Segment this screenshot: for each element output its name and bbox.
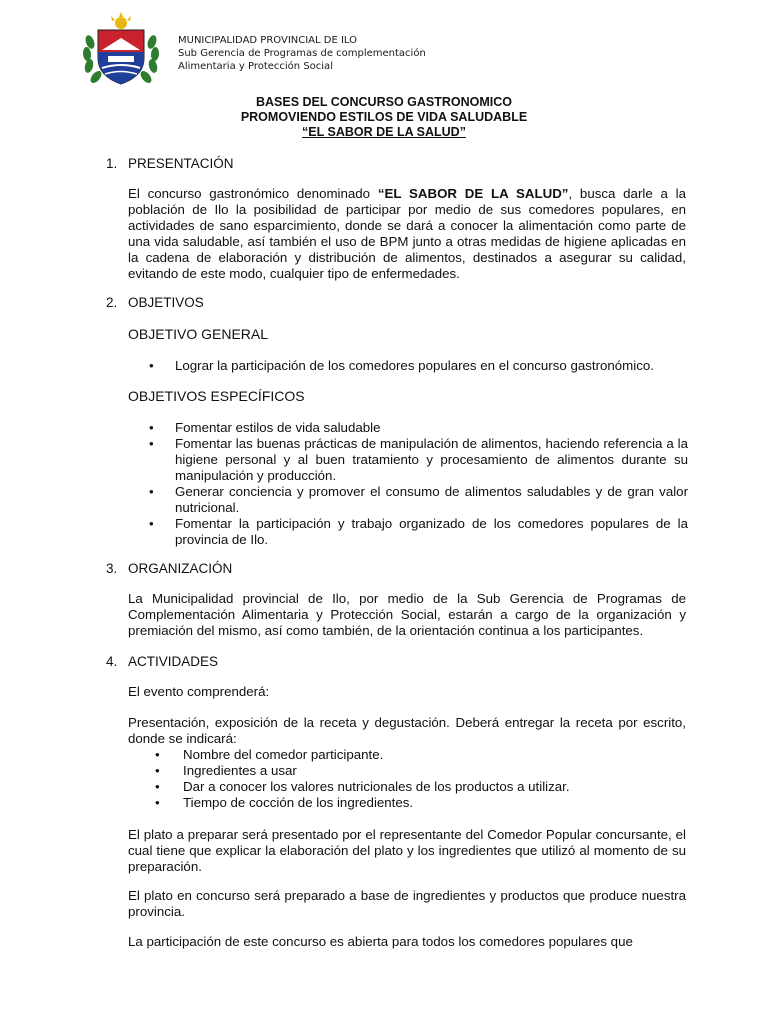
- section-title: PRESENTACIÓN: [128, 156, 234, 171]
- section-heading-objetivos: [106, 295, 204, 311]
- letterhead: [178, 34, 426, 73]
- list-item: • Fomentar la participación y trabajo organizado de los comedores populares de la provincia de Ilo.: [128, 516, 688, 548]
- list-item: • Nombre del comedor participante.: [128, 747, 688, 763]
- section-heading-presentacion: [106, 156, 234, 172]
- list-item: • Fomentar las buenas prácticas de manipulación de alimentos, haciendo referencia a la higiene personal y al buen tratamiento y procesamiento de alimentos durante su manipulación y producción.: [128, 436, 688, 484]
- organizacion-paragraph: La Municipalidad provincial de Ilo, por medio de la Sub Gerencia de Programas de Complementación Alimentaria y Protección Social, estarán a cargo de la organización y premiación del mismo, así como también, de la orientación continua a los participantes.: [128, 591, 686, 638]
- participation-paragraph: La participación de este concurso es abierta para todos los comedores populares que: [128, 934, 633, 949]
- section-title: ORGANIZACIÓN: [128, 561, 233, 576]
- presentacion-text-start: El concurso gastronómico denominado: [128, 186, 378, 201]
- section-number: 4.: [106, 654, 118, 669]
- actividades-intro: El evento comprenderá:: [128, 684, 270, 699]
- list-item: • Tiempo de cocción de los ingredientes.: [128, 795, 688, 811]
- section-title: ACTIVIDADES: [128, 654, 219, 669]
- title-line-3: “EL SABOR DE LA SALUD”: [302, 125, 466, 139]
- letterhead-line-3: Alimentaria y Protección Social: [178, 61, 333, 72]
- contest-name: “EL SABOR DE LA SALUD”: [377, 186, 569, 201]
- section-number: 3.: [106, 561, 118, 576]
- list-item: • Dar a conocer los valores nutricionales de los productos a utilizar.: [128, 779, 688, 795]
- letterhead-line-2: Sub Gerencia de Programas de complementación: [178, 48, 426, 59]
- presentacion-paragraph: [128, 186, 686, 282]
- recipe-requirements-list: [128, 747, 688, 811]
- specific-objectives-list: [128, 420, 688, 548]
- section-heading-actividades: [106, 654, 218, 670]
- presentation-rules-paragraph: El plato a preparar será presentado por el representante del Comedor Popular concursante, el cual tiene que explicar la elaboración del plato y los ingredientes que utilizó al momento de su preparación.: [128, 827, 686, 874]
- list-item: • Lograr la participación de los comedores populares en el concurso gastronómico.: [128, 358, 688, 374]
- ingredients-paragraph: El plato en concurso será preparado a base de ingredientes y productos que produce nuestra provincia.: [128, 888, 686, 919]
- section-number: 2.: [106, 295, 118, 310]
- subheading-objetivos-especificos: OBJETIVOS ESPECÍFICOS: [128, 388, 305, 404]
- presentacion-text-end: , busca darle a la población de Ilo la posibilidad de participar por medio de sus comedores populares, en actividades de sano esparcimiento, donde se dará a conocer la alimentación como parte de una vida saludable, así también el uso de BPM junto a otras medidas de higiene aplicadas en la cadena de elaboración y distribución de alimentos, destinados a asegurar su calidad, evitando de este modo, cualquier tipo de enfermedades.: [128, 186, 686, 281]
- list-item: • Fomentar estilos de vida saludable: [128, 420, 688, 436]
- actividades-paragraph: Presentación, exposición de la receta y degustación. Deberá entregar la receta por escrito, donde se indicará:: [128, 715, 686, 746]
- section-title: OBJETIVOS: [128, 295, 204, 310]
- title-line-1: BASES DEL CONCURSO GASTRONOMICO: [255, 95, 513, 109]
- title-line-2: PROMOVIENDO ESTILOS DE VIDA SALUDABLE: [240, 110, 528, 124]
- document-title: [0, 95, 768, 140]
- subheading-objetivo-general: OBJETIVO GENERAL: [128, 326, 269, 342]
- section-number: 1.: [106, 156, 118, 171]
- letterhead-line-1: MUNICIPALIDAD PROVINCIAL DE ILO: [178, 35, 358, 46]
- municipal-crest-icon: [80, 12, 162, 90]
- list-item: • Generar conciencia y promover el consumo de alimentos saludables y de gran valor nutricional.: [128, 484, 688, 516]
- section-heading-organizacion: [106, 561, 232, 577]
- list-item: • Ingredientes a usar: [128, 763, 688, 779]
- general-objectives-list: [128, 358, 688, 374]
